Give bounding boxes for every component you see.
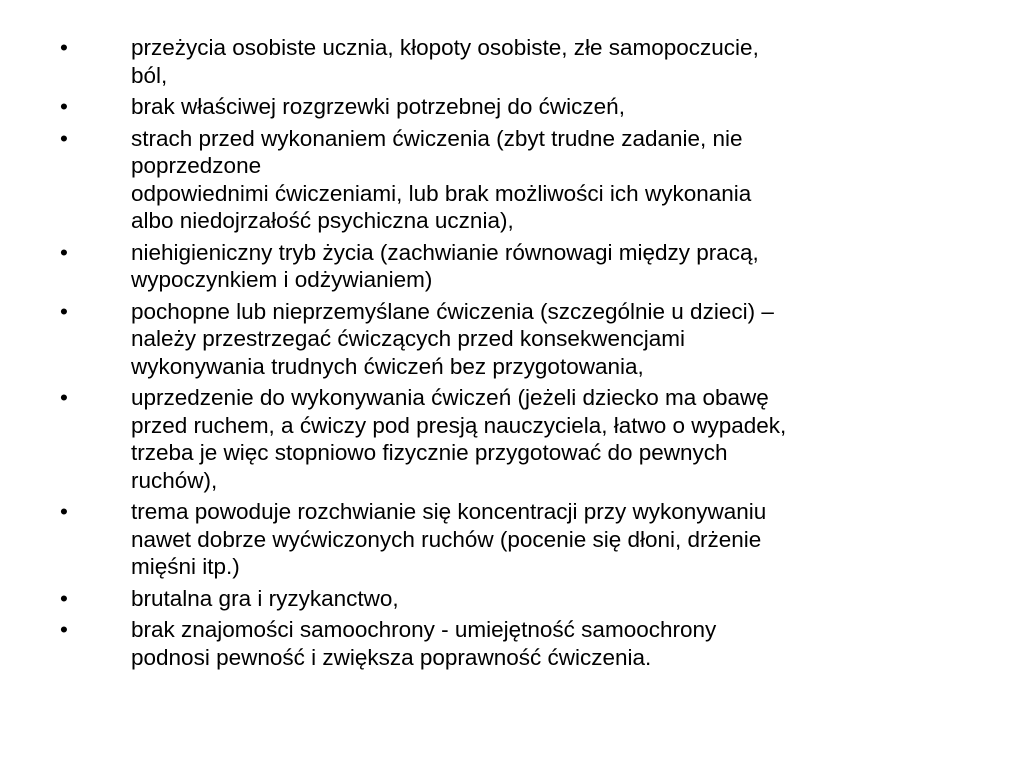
item-text-line: strach przed wykonaniem ćwiczenia (zbyt trudne zadanie, nie	[131, 125, 743, 151]
bullet-marker: •	[60, 239, 68, 265]
item-text-line: wykonywania trudnych ćwiczeń bez przygotowania,	[131, 353, 644, 379]
bullet-marker: •	[60, 125, 68, 151]
bullet-marker: •	[60, 585, 68, 611]
item-text-line: przed ruchem, a ćwiczy pod presją nauczyciela, łatwo o wypadek,	[131, 412, 787, 438]
bullet-marker: •	[60, 94, 68, 119]
item-text-line: mięśni itp.)	[131, 554, 240, 579]
item-text-line: ból,	[131, 62, 168, 88]
item-text-line: brak właściwej rozgrzewki potrzebnej do ćwiczeń,	[131, 94, 625, 119]
list-item	[0, 34, 1024, 89]
list-item	[0, 384, 1024, 494]
item-text-line: uprzedzenie do wykonywania ćwiczeń (jeżeli dziecko ma obawę	[131, 385, 769, 410]
item-text-line: trzeba je więc stopniowo fizycznie przygotować do pewnych	[131, 440, 728, 465]
item-text-line: albo niedojrzałość psychiczna ucznia),	[131, 208, 514, 233]
item-text-line: nawet dobrze wyćwiczonych ruchów (pocenie się dłoni, drżenie	[131, 526, 762, 552]
item-text-line: przeżycia osobiste ucznia, kłopoty osobiste, złe samopoczucie,	[131, 35, 759, 60]
bullet-marker: •	[60, 499, 68, 524]
bullet-list	[0, 34, 1024, 671]
list-item	[0, 616, 1024, 671]
item-text-line: niehigieniczny tryb życia (zachwianie równowagi między pracą,	[131, 239, 759, 265]
list-item	[0, 585, 1024, 613]
bullet-marker: •	[60, 35, 68, 60]
bullet-marker: •	[60, 298, 68, 324]
item-text-line: pochopne lub nieprzemyślane ćwiczenia (szczególnie u dzieci) –	[131, 298, 774, 324]
list-item	[0, 93, 1024, 121]
list-item	[0, 298, 1024, 381]
item-text-line: trema powoduje rozchwianie się koncentracji przy wykonywaniu	[131, 499, 767, 524]
bullet-marker: •	[60, 617, 68, 642]
item-text-line: należy przestrzegać ćwiczących przed konsekwencjami	[131, 326, 685, 351]
list-item	[0, 239, 1024, 294]
item-text-line: wypoczynkiem i odżywianiem)	[131, 267, 433, 292]
item-text-line: poprzedzone	[131, 153, 262, 178]
list-item	[0, 125, 1024, 235]
item-text-line: podnosi pewność i zwiększa poprawność ćwiczenia.	[131, 644, 652, 670]
item-text-line: ruchów),	[131, 467, 218, 493]
item-text-line: brutalna gra i ryzykanctwo,	[131, 585, 399, 611]
list-item	[0, 498, 1024, 581]
item-text-line: brak znajomości samoochrony - umiejętność samoochrony	[131, 617, 717, 642]
item-text-line: odpowiednimi ćwiczeniami, lub brak możliwości ich wykonania	[131, 180, 752, 206]
bullet-marker: •	[60, 385, 68, 410]
